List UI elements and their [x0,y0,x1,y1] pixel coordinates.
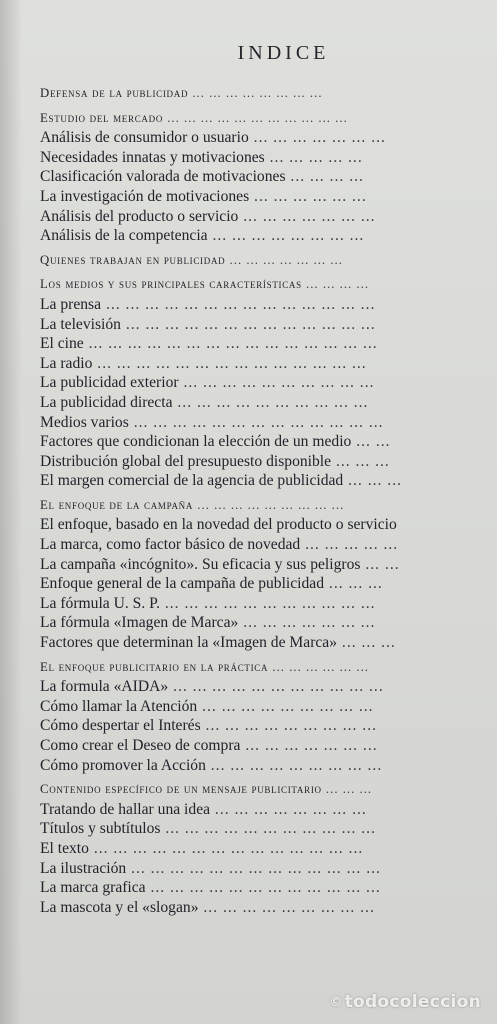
toc-entry-label: Quienes trabajan en publicidad [40,252,226,267]
table-of-contents [40,84,497,917]
toc-entry-label: Cómo promover la Acción [40,756,206,774]
toc-entry-label: La radio [40,354,93,372]
toc-leader-dots: ... ... ... ... ... ... ... [238,614,376,632]
toc-entry [40,413,497,433]
toc-entry-label: Distribución global del presupuesto disponible [40,452,332,470]
toc-entry [40,148,497,168]
toc-entry-label: Tratando de hallar una idea [40,800,211,818]
toc-entry [40,295,497,315]
toc-entry [40,839,497,859]
toc-entry-label: La marca grafica [40,879,146,897]
toc-entry-label: Medios varios [40,413,129,431]
toc-entry [40,633,497,653]
toc-leader-dots: ... ... ... ... ... ... ... ... ... ... ... ... ... [120,315,376,333]
toc-entry [40,594,497,614]
toc-leader-dots: ... ... ... [324,575,383,593]
toc-entry-label: El enfoque publicitario en la práctica [40,659,269,674]
toc-section-heading [40,109,497,129]
toc-entry-label: La ilustración [40,859,127,877]
toc-leader-dots: ... ... ... ... ... ... ... [248,129,386,147]
toc-leader-dots: ... ... ... ... ... ... ... [238,207,376,225]
toc-entry-label: Como crear el Deseo de compra [40,737,241,754]
toc-entry [40,315,497,335]
toc-entry-label: La fórmula U. S. P. [40,594,160,612]
toc-leader-dots: ... ... ... ... ... ... ... [225,252,343,267]
toc-entry-label: La prensa [40,295,102,313]
toc-entry [40,432,497,452]
toc-entry [40,535,497,555]
toc-entry-label: Necesidades innatas y motivaciones [40,148,265,166]
toc-leader-dots: ... ... ... ... ... ... ... ... ... ... ... ... [145,879,381,897]
toc-leader-dots: ... ... ... [343,472,402,490]
toc-leader-dots: ... ... ... ... ... ... ... ... ... [197,697,374,715]
toc-leader-dots: ... ... ... ... ... ... ... ... ... ... ... [159,594,376,612]
toc-entry [40,613,497,633]
toc-entry-label: Los medios y sus principales características [40,277,302,292]
toc-leader-dots: ... ... ... ... ... ... ... ... ... [200,717,377,735]
toc-leader-dots: ... ... ... ... ... ... ... ... ... ... ... ... ... ... [101,295,376,313]
toc-entry-label: Factores que determinan la «Imagen de Marca» [40,634,338,652]
toc-entry-label: El enfoque, basado en la novedad del producto o servicio [40,516,397,534]
toc-entry [40,697,497,717]
toc-section-heading [40,658,497,678]
toc-entry [40,859,497,879]
toc-entry-label: Enfoque general de la campaña de publicidad [40,575,325,593]
toc-leader-dots: ... ... [351,433,391,451]
toc-leader-dots: ... ... ... ... ... ... ... ... ... ... ... ... ... ... ... [83,335,378,353]
toc-entry-label: Títulos y subtítulos [40,820,161,838]
toc-entry-label: Contenido específico de un mensaje publicitario [40,782,322,797]
toc-entry-label: El cine [40,335,84,353]
toc-entry-label: La investigación de motivaciones [40,187,250,205]
toc-entry [40,736,497,756]
toc-leader-dots: ... ... ... ... ... ... ... [240,737,378,754]
toc-leader-dots: ... ... ... ... ... ... ... ... ... ... ... [160,820,376,838]
toc-entry-label: El margen comercial de la agencia de publicidad [40,472,344,490]
toc-leader-dots: ... ... ... ... ... ... ... ... ... [198,898,375,916]
toc-leader-dots: ... ... ... ... ... ... [268,659,369,674]
toc-section-heading [40,780,497,800]
toc-entry [40,878,497,898]
toc-entry [40,167,497,187]
toc-leader-dots: ... ... ... ... ... ... ... ... ... ... [172,393,369,411]
toc-entry [40,898,497,918]
toc-entry [40,393,497,413]
toc-entry [40,334,497,354]
toc-entry [40,716,497,736]
toc-entry [40,555,497,575]
toc-entry [40,756,497,776]
toc-entry [40,800,497,820]
toc-entry-label: La marca, como factor básico de novedad [40,536,301,554]
toc-entry [40,819,497,839]
copyright-icon: © [329,995,343,1010]
toc-entry [40,354,497,374]
watermark-logo [329,992,481,1012]
toc-entry-label: El enfoque de la campaña [40,497,194,512]
toc-entry-label: Estudio del mercado [40,110,164,125]
toc-section-heading [40,84,497,104]
toc-entry-label: La formula «AIDA» [40,678,169,696]
toc-entry-label: Análisis de consumidor o usuario [40,129,249,147]
page-gutter-shadow [0,0,22,1024]
toc-leader-dots: ... ... ... ... ... ... ... ... ... ... [178,374,375,392]
toc-leader-dots: ... ... ... [321,782,373,797]
toc-entry [40,207,497,227]
toc-leader-dots: ... ... ... ... ... ... ... ... ... ... ... ... ... ... [88,839,364,857]
toc-leader-dots: ... ... ... ... ... ... ... ... [210,800,367,818]
toc-leader-dots: ... ... ... ... ... ... ... ... ... [193,497,345,512]
toc-entry-label: La publicidad exterior [40,374,179,392]
toc-leader-dots: ... ... ... ... ... ... ... ... ... ... ... [168,678,384,696]
toc-leader-dots: ... ... ... [331,452,390,470]
toc-entry-label: Clasificación valorada de motivaciones [40,168,286,186]
toc-entry-label: El texto [40,839,89,857]
toc-section-heading [40,275,497,295]
toc-entry [40,128,497,148]
toc-section-heading [40,496,497,516]
toc-leader-dots: ... ... ... ... ... ... ... ... ... ... ... ... ... ... [92,354,367,372]
toc-leader-dots: ... ... ... ... ... ... ... ... ... ... ... ... ... [126,859,381,877]
toc-leader-dots: ... ... ... ... ... ... ... ... [188,86,323,100]
toc-entry-label: La campaña «incógnito». Su eficacia y sus peligros [40,555,361,573]
toc-entry-label: La mascota y el «slogan» [40,898,199,916]
toc-entry-label: La televisión [40,315,121,333]
toc-entry-label: Análisis del producto o servicio [40,207,239,225]
toc-leader-dots: ... ... ... ... ... ... ... ... ... [205,756,383,774]
toc-leader-dots: ... ... ... [337,634,396,652]
toc-leader-dots: ... ... ... ... ... [264,148,363,166]
watermark-text: todocoleccion [344,992,481,1012]
toc-entry [40,373,497,393]
toc-entry-label: Análisis de la competencia [40,227,208,245]
toc-entry-label: Defensa de la publicidad [40,86,189,100]
toc-section-heading [40,251,497,271]
toc-entry-label: Cómo despertar el Interés [40,717,201,735]
index-title: INDICE [237,42,330,64]
toc-leader-dots: ... ... ... ... ... ... [249,187,367,205]
toc-entry-label: Cómo llamar la Atención [40,697,198,715]
toc-leader-dots: ... ... ... ... [301,277,370,292]
toc-entry [40,226,497,246]
toc-leader-dots: ... ... [360,555,400,573]
toc-entry-label: La publicidad directa [40,393,173,411]
toc-entry [40,574,497,594]
toc-entry [40,471,497,491]
toc-leader-dots: ... ... ... ... [285,168,364,186]
toc-entry [40,515,497,535]
toc-entry [40,677,497,697]
toc-entry-label: Factores que condicionan la elección de un medio [40,433,352,451]
toc-leader-dots: ... ... ... ... ... ... ... ... [207,227,365,245]
toc-leader-dots: ... ... ... ... ... ... ... ... ... ... ... [163,110,348,125]
toc-entry-label: La fórmula «Imagen de Marca» [40,614,239,632]
toc-entry [40,187,497,207]
toc-leader-dots: ... ... ... ... ... ... ... ... ... ... ... ... ... [128,413,384,431]
toc-entry [40,452,497,472]
toc-leader-dots: ... ... ... ... ... [300,536,399,554]
